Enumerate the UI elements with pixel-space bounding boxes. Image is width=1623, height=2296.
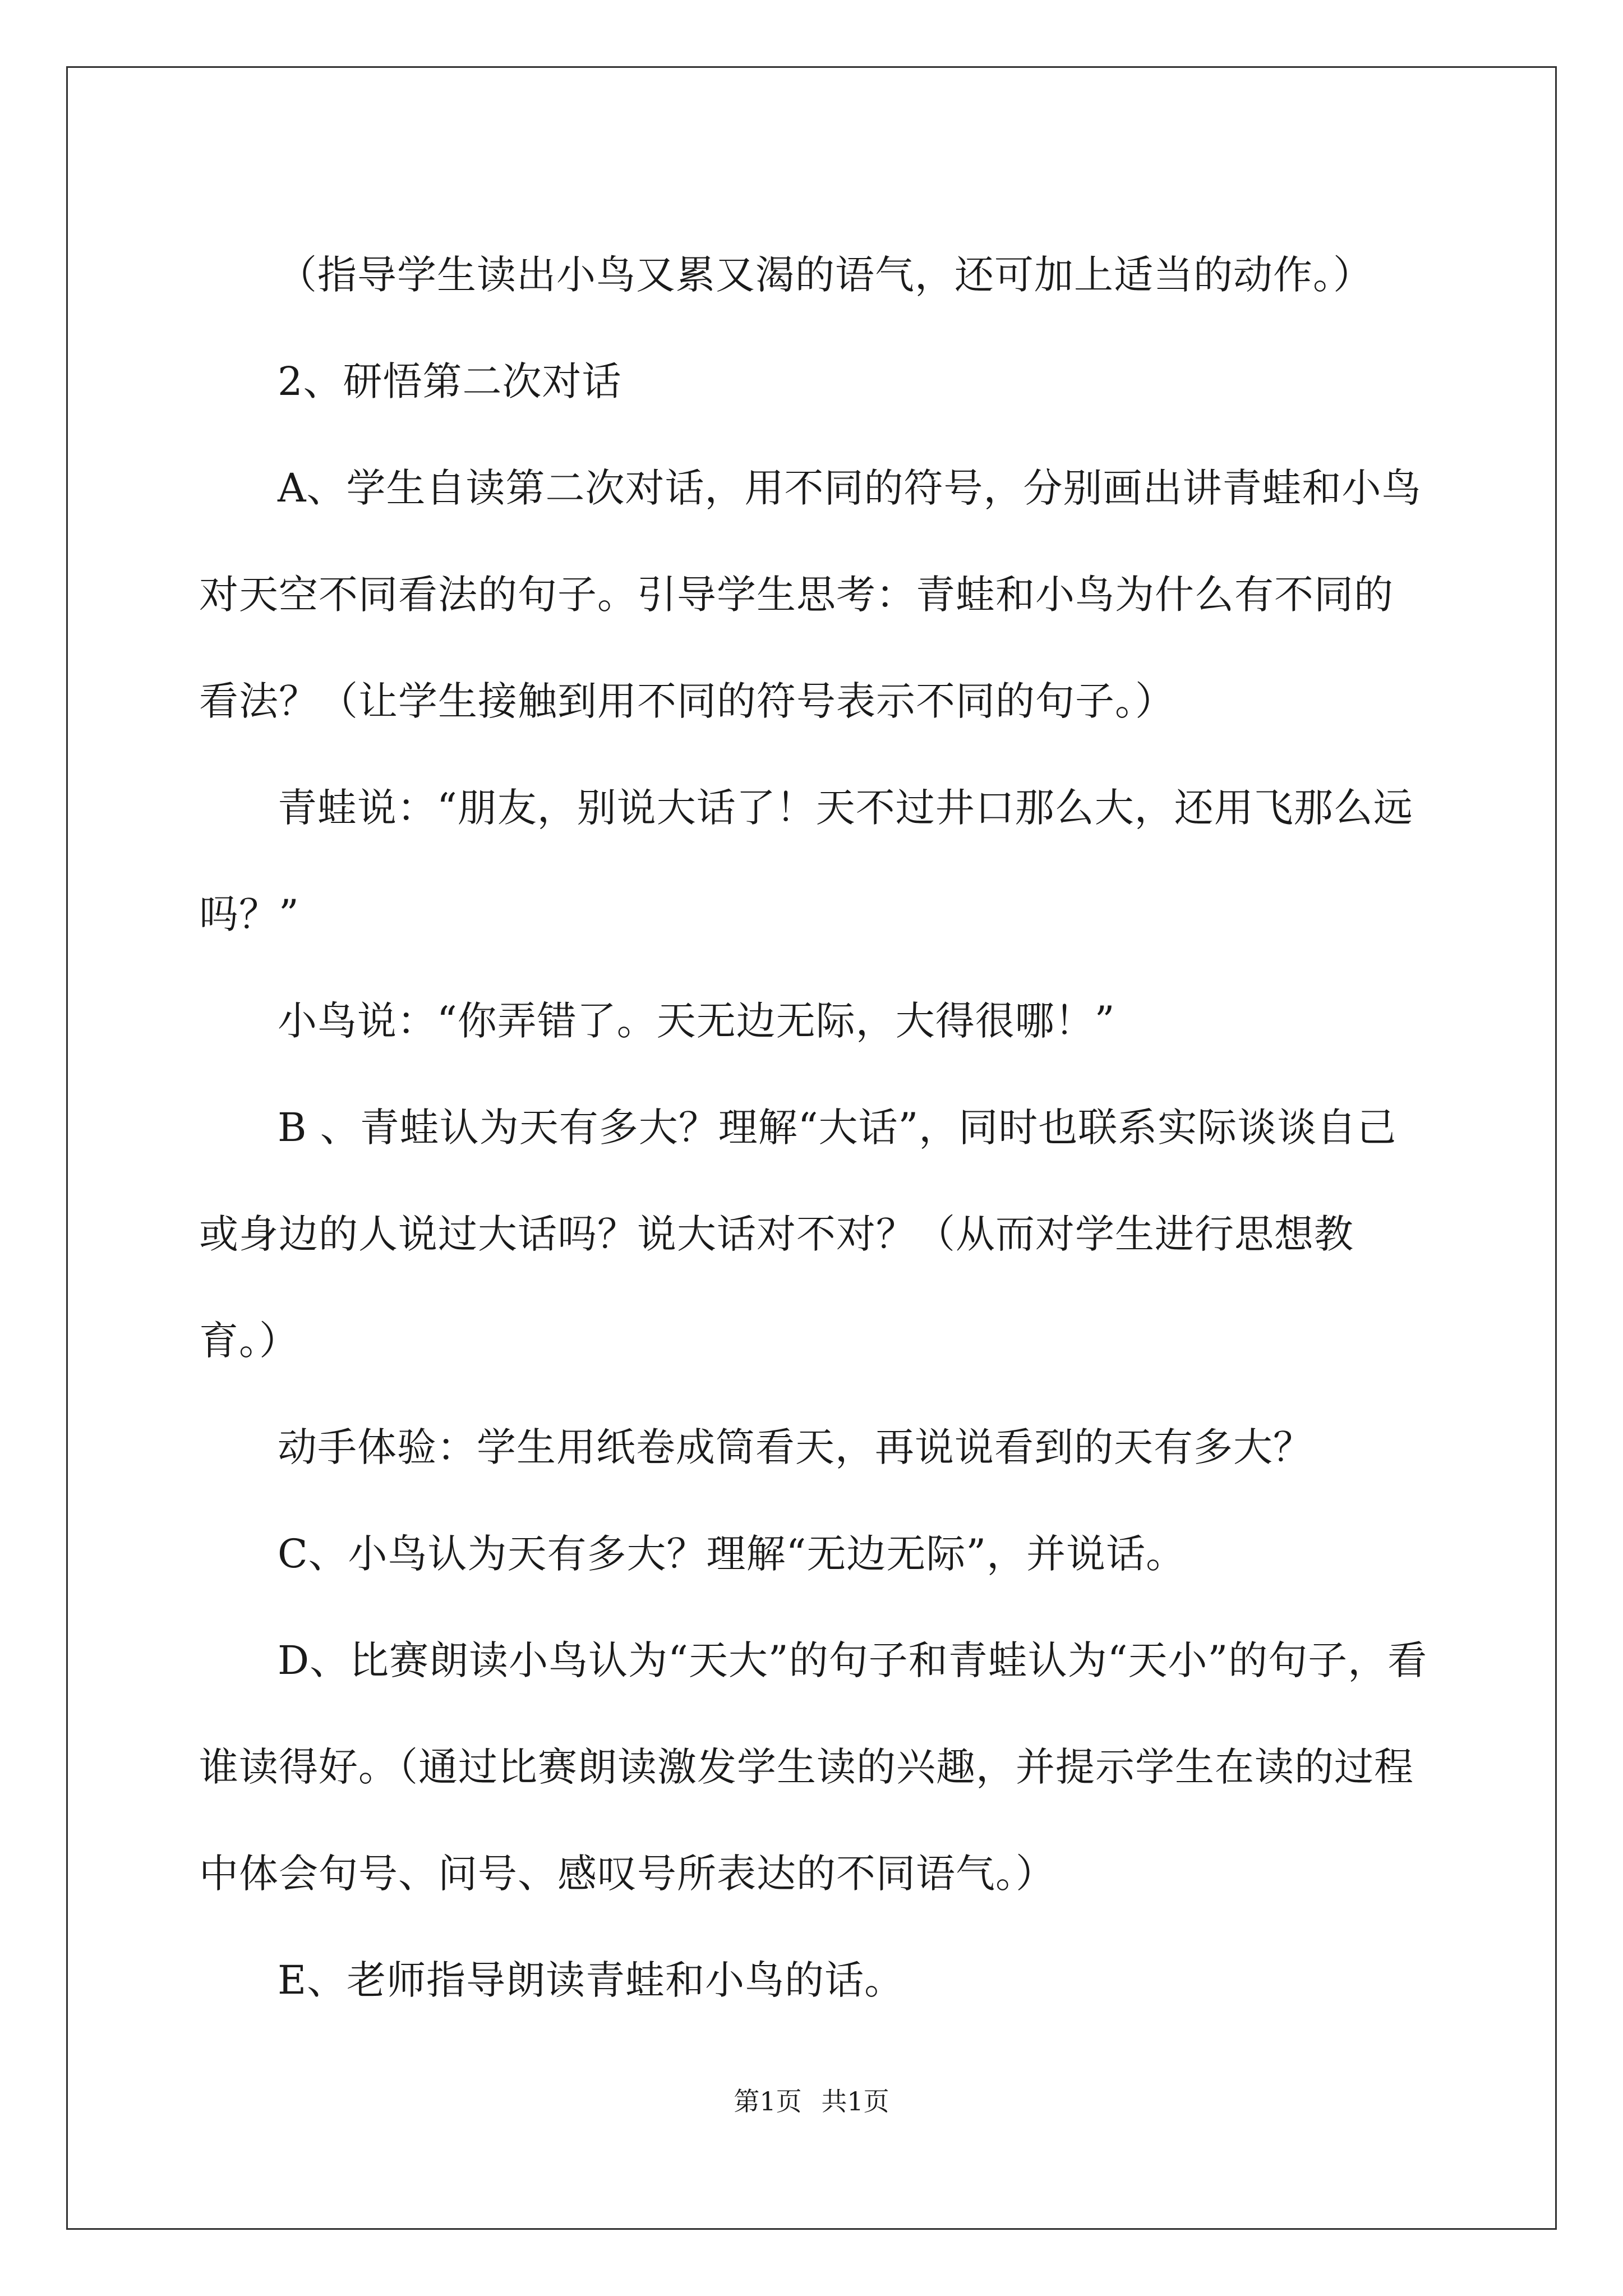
- paragraph-guide-tone: （指导学生读出小鸟又累又渴的语气，还可加上适当的动作。）: [278, 252, 1373, 298]
- paragraph-step-d: D、比赛朗读小鸟认为“天大”的句子和青蛙认为“天小”的句子，看谁读得好。（通过比赛朗读激发学生读的兴趣，并提示学生在读的过程中体会句号、问号、感叹号所表达的不同语气。）: [199, 1637, 1428, 1897]
- paragraph-step-a: A、学生自读第二次对话，用不同的符号，分别画出讲青蛙和小鸟对天空不同看法的句子。引导学生思考：青蛙和小鸟为什么有不同的看法？（让学生接触到用不同的符号表示不同的句子。）: [199, 465, 1422, 724]
- paragraph-frog-quote: 青蛙说：“朋友，别说大话了！天不过井口那么大，还用飞那么远吗？”: [199, 785, 1413, 937]
- paragraph-step-b: B 、青蛙认为天有多大？理解“大话”，同时也联系实际谈谈自己或身边的人说过大话吗？说大话对不对？（从而对学生进行思想教育。）: [199, 1105, 1397, 1364]
- paragraph-hands-on: 动手体验：学生用纸卷成筒看天，再说说看到的天有多大？: [278, 1424, 1313, 1470]
- page-number-current: 第1页: [734, 2086, 802, 2116]
- page-footer: [0, 2081, 1623, 2118]
- document-body: [199, 222, 1430, 2033]
- paragraph-bird-quote: 小鸟说：“你弄错了。天无边无际，大得很哪！”: [278, 998, 1115, 1044]
- page-number-total: 共1页: [821, 2086, 889, 2116]
- paragraph-section-heading: 2、研悟第二次对话: [278, 358, 622, 404]
- paragraph-step-c: C、小鸟认为天有多大？理解“无边无际”，并说话。: [278, 1531, 1186, 1577]
- paragraph-step-e: E、老师指导朗读青蛙和小鸟的话。: [278, 1957, 905, 2003]
